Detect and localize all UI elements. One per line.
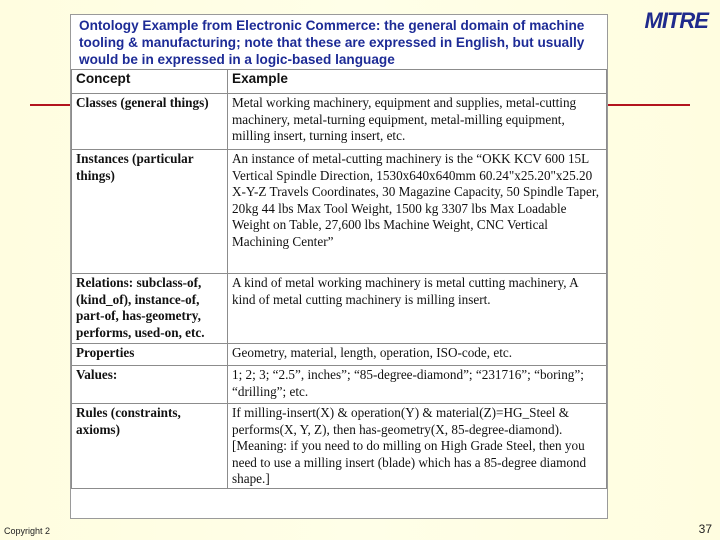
divider-rule-right xyxy=(608,104,690,106)
row-example-instances: An instance of metal-cutting machinery is the “OKK KCV 600 15L Vertical Spindle Direction, 1530x640x640mm 60.24"x25.20"x25.20 X-Y-Z Travels Coordinates, 30 Magazine Capacity, 50 Spindle Taper, 20kg 44 lbs Max Tool Weight, 1500 kg 3307 lbs Max Loadable Weight on Table, 27,600 lbs Machine Weight, CNC Vertical Machining Center” xyxy=(228,150,607,274)
table-row xyxy=(72,274,607,344)
page-number: 37 xyxy=(698,522,712,536)
table-header-row xyxy=(72,70,607,94)
slide-title: Ontology Example from Electronic Commerce: the general domain of machine tooling & manufacturing; note that these are expressed in English, but usually would be in expressed in a logic-based language xyxy=(79,18,585,67)
row-concept-values: Values: xyxy=(72,366,228,404)
mitre-logo: MITRE xyxy=(644,8,708,33)
row-example-values: 1; 2; 3; “2.5”, inches”; “85-degree-diamond”; “231716”; “boring”; “drilling”; etc. xyxy=(228,366,607,404)
table-row xyxy=(72,94,607,150)
ontology-table xyxy=(71,69,607,489)
table-row xyxy=(72,150,607,274)
row-concept-instances: Instances (particular things) xyxy=(72,150,228,274)
ontology-panel xyxy=(70,14,608,519)
header-concept: Concept xyxy=(72,70,228,94)
row-example-rules: If milling-insert(X) & operation(Y) & material(Z)=HG_Steel & performs(X, Y, Z), then has-geometry(X, 85-degree-diamond). [Meaning: if you need to do milling on High Grade Steel, then you need to use a milling insert (blade) which has a 85-degree diamond shape.] xyxy=(228,404,607,489)
row-concept-relations: Relations: subclass-of, (kind_of), instance-of, part-of, has-geometry, performs, used-on, etc. xyxy=(72,274,228,344)
divider-rule-left xyxy=(30,104,70,106)
row-example-classes: Metal working machinery, equipment and supplies, metal-cutting machinery, metal-turning equipment, metal-milling equipment, milling insert, turning insert, etc. xyxy=(228,94,607,150)
header-example: Example xyxy=(228,70,607,94)
table-row xyxy=(72,344,607,366)
copyright-text: Copyright 2 xyxy=(4,526,51,536)
row-concept-properties: Properties xyxy=(72,344,228,366)
table-row xyxy=(72,366,607,404)
row-concept-rules: Rules (constraints, axioms) xyxy=(72,404,228,489)
table-row xyxy=(72,404,607,489)
row-example-properties: Geometry, material, length, operation, ISO-code, etc. xyxy=(228,344,607,366)
row-example-relations: A kind of metal working machinery is metal cutting machinery, A kind of metal cutting machinery is milling insert. xyxy=(228,274,607,344)
row-concept-classes: Classes (general things) xyxy=(72,94,228,150)
